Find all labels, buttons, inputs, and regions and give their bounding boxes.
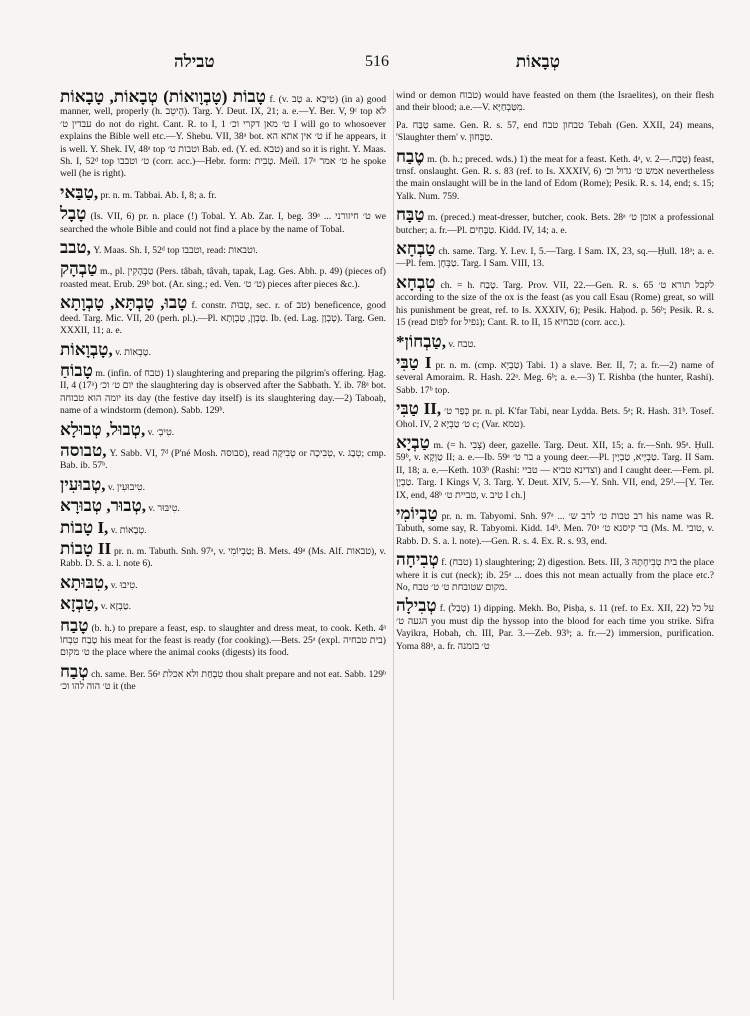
entry-text: v. טָבְאוֹת. bbox=[115, 346, 151, 358]
entry-headword: טַבִּי I bbox=[396, 352, 432, 372]
entry-text: ch. = h. טֶבַח. Targ. Prov. VII, 22.—Gen. R. s. 65 לקבל תורא ט׳ according to the size of the ox is the feast (as you call Esau (Rome) great, so will his punishment be great, ref. to Is. XXXIV, 6); Pesik. Haḥod. p. 56ᵇ; Pesik. R. s. 15 (read לפום for נפיל); Cant. R. to II, 15 טבחיא (corr. acc.). bbox=[396, 279, 714, 329]
entry-headword: טְבוּר, טְבוּרָא, bbox=[60, 496, 146, 516]
entry-headword: טְבִיחָה bbox=[396, 550, 439, 570]
columns bbox=[60, 87, 715, 699]
dictionary-entry bbox=[60, 204, 386, 236]
entry-headword: טְבוּל, טְבוּלָא, bbox=[60, 419, 146, 439]
entry-text: f. (טָבַל) 1) dipping. Mekh. Bo, Pisḥa, s. 11 (ref. to Ex. XII, 22) על כל הגעה ט׳ you must dip the hyssop into the blood for each time you strike. Sifra Vayikra, Hobah, ch. III, Par. 3.—Zeb. 93ᵇ; a. fr.—2) immersion, purification. Yoma 88ᵃ, a. fr. ט׳ בזמנה bbox=[396, 603, 715, 652]
entry-text: f. constr. טָבוּת, sec. r. of טב) beneficence, good deed. Targ. Mic. VII, 20 (perh. pl.).—Pl. טָבְוָן, טָבְוָתָא. Ib. (ed. Lag. טָבְוָן). Targ. Gen. XXXII, 11; a. e. bbox=[60, 300, 386, 337]
entry-text: v. טבח. bbox=[448, 338, 476, 350]
dictionary-entry bbox=[60, 474, 386, 494]
entry-text: v. טְבָאוֹת. bbox=[110, 524, 147, 536]
dictionary-entry bbox=[396, 90, 714, 115]
dictionary-entry bbox=[396, 399, 714, 431]
entry-text: ch. same. Ber. 56ᵃ טִבְחַת ולא אכלת thou shalt prepare and not eat. Sabb. 129ᵇ ט׳ הוה להו וכ׳ it (the bbox=[60, 668, 386, 693]
dictionary-entry bbox=[396, 596, 715, 653]
dictionary-entry bbox=[60, 572, 386, 592]
entry-headword: טָבוֹת II bbox=[60, 538, 112, 558]
entry-text: v. טִיבוּעִין. bbox=[107, 481, 146, 493]
entry-text: כְּפַר ט׳ pr. n. pl. K'far Tabi, near Lydda. Bets. 5ᵃ; R. Hash. 31ᵇ. Tosef. Ohol. IV, 2 ט׳ טַבְיָא c; (Var. טמא). bbox=[396, 406, 714, 430]
entry-headword: טַבַּאי, bbox=[60, 182, 99, 202]
dictionary-entry bbox=[60, 87, 387, 181]
entry-text: Y. Maas. Sh. I, 52ᵈ top וטבבו, read: וטבאות. bbox=[93, 245, 258, 257]
dictionary-entry bbox=[396, 432, 715, 502]
left-column bbox=[60, 87, 387, 699]
entry-text: Y. Sabb. VI, 7ᵈ (P'né Mosh. סבוסה), read טְבִיקָה or טְבִיכָה, v. טְבָג; cmp. Bab. ib. 57ᵇ. bbox=[60, 447, 386, 472]
entry-text: v. טַבְזָא. bbox=[100, 601, 132, 613]
entry-headword: טבוסה, bbox=[60, 440, 107, 460]
entry-text: pr. n. m. Tabuth. Snh. 97ᵃ, v. טַבְיוֹמִי; B. Mets. 49ᵃ (Ms. Alf. טבאות), v. Rabb. D. S. a. l. note 6). bbox=[60, 545, 387, 570]
dictionary-entry bbox=[60, 661, 386, 694]
entry-text: f. (v. טָב a. טִיבָא) (in a) good manner, well, properly (h. הֵיטֵב). Targ. Y. Deut. IX, 21; a. e.—Y. Ber. V, 9ᶜ top לא עבדין ט׳ do not do right. Cant. R. to I, 1 ט׳ מאן דקרי וכ׳ I will go to whosoever explains the Bible well etc.—Y. Shebu. VII, 38ᵃ bot. ט׳ אין אתא הא if he appears, it is well. Y. Shek. IV, 48ᵃ top וטבות ט׳ Bab. ed. (Y. ed. טבא) and so it is right. Y. Maas. Sh. I, 52ᵈ top ט׳ וטבבו (corr. acc.)—Hebr. form: טָבִית. Meïl. 17ᵃ ט׳ אמר he spoke well (he is right). bbox=[60, 94, 387, 180]
entry-headword: טַבְזָא, bbox=[60, 594, 99, 614]
entry-text: m. (preced.) meat-dresser, butcher, cook. Bets. 28ᵃ אומן ט׳ a professional butcher; a. fr.—Pl. טַבָּחִים. Kidd. IV, 14; a. e. bbox=[396, 212, 714, 236]
dictionary-entry bbox=[396, 146, 714, 204]
dictionary-entry bbox=[60, 615, 386, 660]
dictionary-entry bbox=[396, 503, 715, 548]
entry-text: (b. h.) to prepare a feast, esp. to slaughter and dress meat, to cook. Keth. 4ᵃ טָבַח טִבְחוֹ his meat for the feast is ready (for cooking).—Bets. 25ᵃ (expl. בית טבחיה) ט׳ מקום the place where the animal cooks (digests) its food. bbox=[60, 622, 386, 659]
entry-text: m., pl. טַבְהָקִין (Pers. tâbah, tâvah, tapak, Lag. Ges. Abh. p. 49) (pieces of) roasted meat. Erub. 29ᵇ bot. (Ar. sing.; ed. Ven. ט׳ ט׳) pieces after pieces &c.). bbox=[60, 266, 386, 290]
entry-headword: טַבָּח bbox=[396, 205, 425, 225]
entry-headword: טְבִילָה bbox=[396, 596, 437, 616]
entry-headword: טָבוֹחַ bbox=[60, 360, 93, 380]
entry-headword: טָבוֹת (טָבְוָואוֹת) טְבָאוֹת, טָבָאוֹת bbox=[60, 87, 266, 106]
entry-headword: טֶבַח bbox=[396, 146, 425, 166]
entry-headword: טַבְחָא bbox=[396, 239, 436, 259]
dictionary-entry bbox=[60, 182, 386, 202]
dictionary-entry bbox=[396, 272, 714, 330]
entry-text: v. טִיבוּ. bbox=[110, 579, 138, 591]
dictionary-entry bbox=[396, 331, 714, 351]
dictionary-entry bbox=[60, 339, 386, 359]
dictionary-entry bbox=[396, 352, 714, 397]
dictionary-entry bbox=[60, 517, 386, 537]
dictionary-entry bbox=[60, 440, 386, 473]
entry-headword: טְבוּעִין, bbox=[60, 474, 106, 494]
entry-headword: טַבְיָא bbox=[396, 432, 430, 452]
dictionary-entry bbox=[60, 238, 386, 258]
entry-text: wind or demon טבוח) would have feasted on them (the Israelites), on their flesh and their blood; a.e.—V. מִטַּבְחַיָּא. bbox=[396, 90, 714, 114]
entry-headword: טָבוּ, טָבְתָּא, טָבְוָתָא bbox=[60, 293, 188, 313]
dictionary-entry bbox=[60, 293, 386, 337]
entry-text: pr. n. m. Tabbai. Ab. I, 8; a. fr. bbox=[100, 189, 217, 201]
entry-headword: טָבְוָאוֹת, bbox=[60, 339, 113, 359]
entry-text: v. טִיבְ׳. bbox=[147, 426, 175, 438]
header-left-word: טְבָאוֹת bbox=[515, 52, 560, 71]
entry-text: m. (b. h.; preced. wds.) 1) the meat for a feast. Keth. 4ᵃ, v. טָבַח.—2) feast, trnsf. onslaught. Gen. R. s. 83 (ref. to Is. XXXIV, 6) אמש ט׳ גדול וכ׳ nevertheless the main onslaught will be in the land of Edom (Rome); Pesik. R. s. 14, end; s. 15; Yalk. Num. 759. bbox=[396, 153, 714, 202]
entry-headword: טַבְיוֹמִי bbox=[396, 503, 438, 523]
dictionary-entry bbox=[60, 496, 386, 516]
dictionary-entry bbox=[396, 120, 714, 145]
entry-text: f. (טבח) 1) slaughtering; 2) digestion. Bets. III, 3 בית טְבִיחָתָהּ the place where it is cut (neck); ib. 25ᵃ ... does this not mean actually from the place etc.? No, מקום שטובחת ט׳ ט׳ טבח. bbox=[396, 557, 715, 593]
page-number: 516 bbox=[365, 53, 389, 70]
entry-headword: טִבְחָא bbox=[396, 272, 436, 292]
entry-headword: טַבְהָק bbox=[60, 259, 98, 279]
entry-text: v. טִיבּוּר. bbox=[148, 503, 180, 515]
dictionary-entry bbox=[396, 239, 714, 271]
entry-headword: טִבּוּתָא, bbox=[60, 572, 109, 592]
entry-headword: טבב, bbox=[60, 238, 91, 258]
page-header bbox=[44, 52, 710, 76]
entry-text: pr. n. m. (cmp. טַבְיָא) Tabi. 1) a slave. Ber. II, 7; a. fr.—2) name of several Amoraim. R. Hash. 22ᵃ. Meg. 6ᵇ; a. e.—3) T. Rishba (the hunter, Rashi). Sabb. 17ᵇ top. bbox=[396, 359, 714, 396]
dictionary-entry bbox=[396, 205, 714, 237]
dictionary-entry bbox=[60, 360, 387, 418]
entry-text: m. (= h. צְבִי) deer, gazelle. Targ. Deut. XII, 15; a. fr.—Snh. 95ᵃ. Ḥull. 59ᵇ, v. טַוְקָא II; a. e.—Ib. 59ᵃ בר ט׳ a young deer.—Pl. טַבְיָיא, טַבְיָין. Targ. II Sam. II, 18; a. e.—Keth. 103ᵇ (Rashi: וצדינא טביא — טביי) and I caught deer.—Fem. pl. טַבְיָן. Targ. I Kings V, 3. Targ. Y. Deut. XIV, 5.—Y. Snh. VII, end, 25ᵈ.—[Y. Ter. IX, end, 48ᵇ טביית ט׳, v. טִיב I ch.] bbox=[396, 439, 715, 501]
entry-text: m. (infin. of טבח) 1) slaughtering and preparing the pilgrim's offering. Ḥag. II, 4 (17ᵃ) יום ט׳ וכ׳ the slaughtering day is observed after the Sabbath. Y. ib. 78ᵃ bot. יומה הוא טבוחה its day (the festive day itself) is its slaughtering day.—2) Taboaḥ, name of a windstorm (demon). Sabb. 129ᵇ. bbox=[60, 367, 387, 417]
entry-text: pr. n. m. Tabyomi. Snh. 97ᵃ ... רב טבות ט׳ לרב ש׳ his name was R. Tabuth, some say, R. Tabyomi. Kidd. 14ᵇ. Men. 70ᵃ בר קיסנא ט׳ (Ms. M. טובי, v. Rabb. D. S. a. l. note).—Gen. R. s. 4. Ex. R. s. 93, end. bbox=[396, 510, 715, 547]
entry-text: ch. same. Targ. Y. Lev. I, 5.—Targ. I Sam. IX, 23, sq.—Ḥull. 18ᵃ; a. e.—Pl. fem. טַבְּחָן. Targ. I Sam. VIII, 13. bbox=[396, 246, 714, 270]
dictionary-entry bbox=[60, 538, 387, 571]
entry-headword: טָבוֹת I, bbox=[60, 517, 109, 537]
entry-headword: טְבַח bbox=[60, 661, 89, 681]
entry-headword: טָבַח bbox=[60, 615, 89, 635]
header-right-word: טבילה bbox=[174, 52, 215, 71]
right-column bbox=[396, 90, 714, 699]
dictionary-entry bbox=[60, 419, 386, 439]
dictionary-entry bbox=[60, 594, 386, 614]
entry-headword: טַבִּי II, bbox=[396, 399, 442, 419]
entry-text: Pa. טַבַּח same. Gen. R. s. 57, end טבחון טבח Tebah (Gen. XXII, 24) means, 'Slaughter them' v. טַבְּחוּן. bbox=[396, 119, 714, 144]
entry-headword: *טַבְחוֹן, bbox=[396, 331, 446, 351]
dictionary-entry bbox=[60, 259, 386, 291]
dictionary-entry bbox=[396, 550, 715, 594]
entry-headword: טָבָל bbox=[60, 204, 87, 224]
entry-text: (Is. VII, 6) pr. n. place (!) Tobal. Y. Ab. Zar. I, beg. 39ᵃ ... ט׳ חיזורני we searched the whole Bible and could not find a place by the name of Tobal. bbox=[60, 211, 386, 235]
